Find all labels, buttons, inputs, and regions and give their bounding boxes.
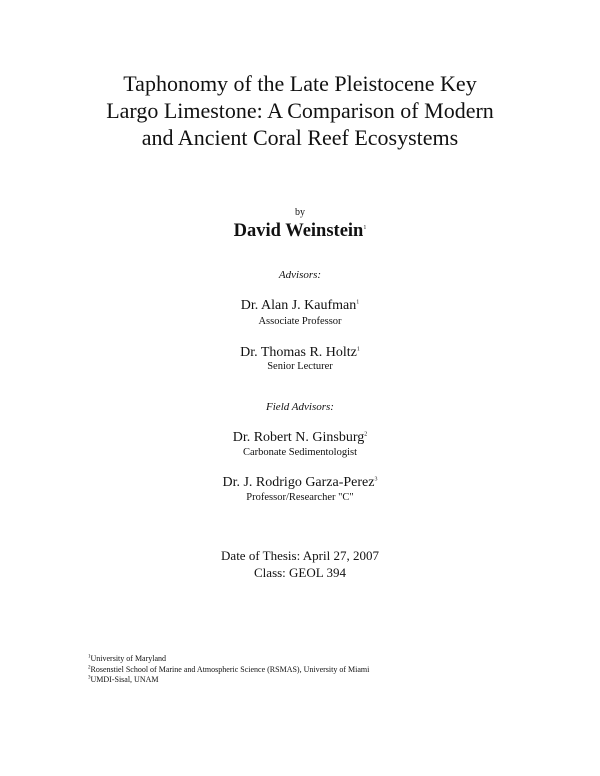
field-advisor-footnote-mark: 2 (364, 431, 368, 438)
advisors-heading: Advisors: (278, 269, 322, 281)
footnote-mark: 3 (88, 675, 91, 681)
field-advisor-footnote-mark: 3 (374, 476, 378, 483)
class-code: Class: GEOL 394 (254, 565, 346, 580)
advisor-role: Senior Lecturer (267, 361, 333, 372)
field-advisor-name (60, 429, 540, 446)
advisor-name (60, 297, 540, 314)
advisor-footnote-mark: 1 (356, 299, 360, 306)
footnote (88, 665, 369, 676)
author-name-text: David Weinstein (233, 221, 364, 241)
author-footnote-mark: 1 (363, 224, 367, 231)
footnote (88, 675, 369, 686)
thesis-title (60, 70, 540, 151)
advisor-name-text: Dr. Thomas R. Holtz (240, 345, 357, 360)
field-advisor-role: Carbonate Sedimentologist (242, 447, 358, 458)
footnote-text: University of Maryland (90, 654, 167, 663)
footnote-mark: 1 (88, 654, 91, 660)
footnote-mark: 2 (88, 664, 91, 670)
field-advisor-name (60, 474, 540, 491)
footnote-text: Rosenstiel School of Marine and Atmospheric Science (RSMAS), University of Miami (90, 664, 370, 674)
footnote (88, 654, 369, 665)
advisor-footnote-mark: 1 (356, 346, 360, 353)
footnotes (88, 654, 369, 686)
by-label: by (295, 207, 305, 218)
field-advisor-role: Professor/Researcher "C" (246, 492, 354, 503)
advisor-name-text: Dr. Alan J. Kaufman (240, 298, 357, 313)
title-line: and Ancient Coral Reef Ecosystems (141, 125, 459, 150)
advisor-role: Associate Professor (258, 316, 342, 327)
field-advisor-name-text: Dr. Robert N. Ginsburg (232, 430, 365, 445)
advisor-name (60, 344, 540, 361)
footnote-text: UMDI-Sisal, UNAM (90, 675, 159, 684)
author-name (60, 220, 540, 242)
field-advisor-name-text: Dr. J. Rodrigo Garza-Perez (222, 475, 375, 490)
thesis-date: Date of Thesis: April 27, 2007 (221, 548, 379, 563)
title-line: Largo Limestone: A Comparison of Modern (106, 98, 494, 123)
title-line: Taphonomy of the Late Pleistocene Key (123, 71, 477, 96)
field-advisors-heading: Field Advisors: (266, 401, 334, 413)
